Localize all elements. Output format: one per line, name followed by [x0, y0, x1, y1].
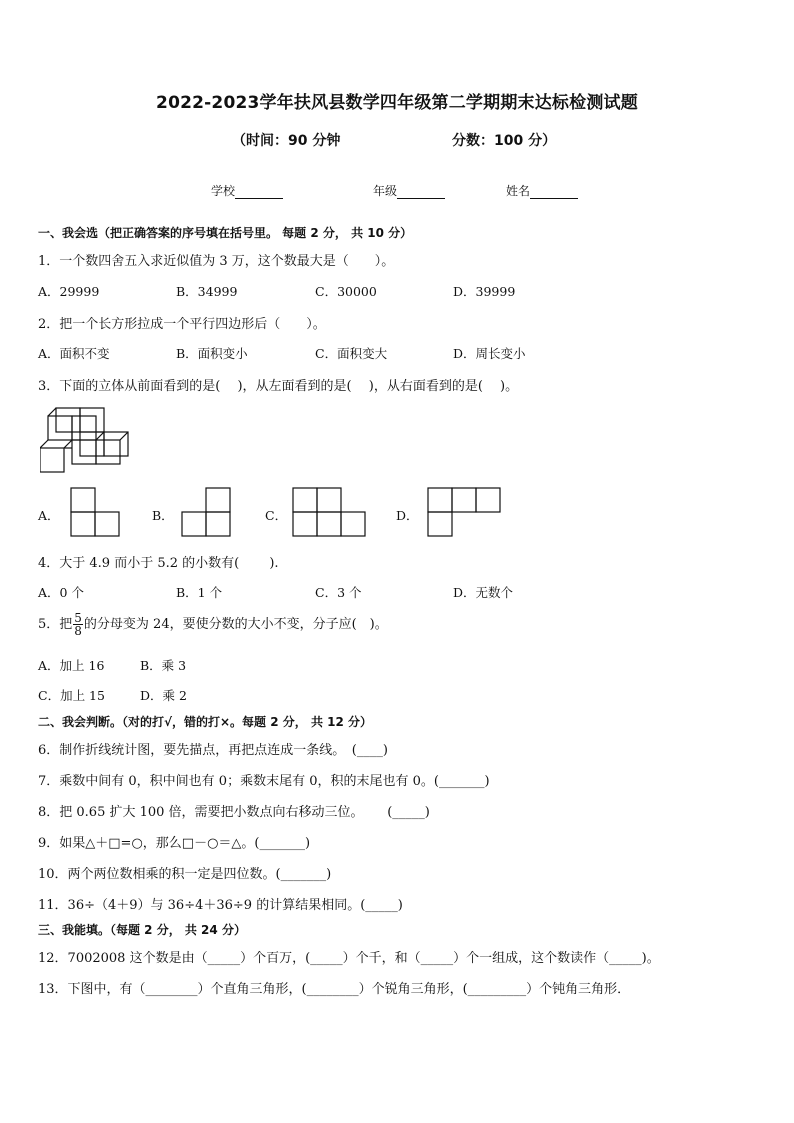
q5-prefix: 5．把 — [38, 617, 73, 632]
question-4: 4．大于 4.9 而小于 5.2 的小数有( ). — [38, 556, 279, 571]
q4-option-a: A．0 个 — [38, 585, 84, 600]
q4-option-c: C．3 个 — [315, 585, 362, 600]
section3-heading: 三、我能填。（每题 2 分， 共 24 分） — [38, 923, 246, 937]
judge-item-8: 8．把 0.65 扩大 100 倍，需要把小数点向右移动三位。 (_____) — [38, 805, 430, 820]
q3-view-b — [181, 487, 231, 537]
q2-option-a: A．面积不变 — [38, 346, 110, 361]
fraction-denominator: 8 — [74, 624, 82, 638]
school-label: 学校 — [211, 184, 236, 198]
time-info: （时间：90 分钟 — [232, 133, 341, 149]
judge-item-7: 7．乘数中间有 0，积中间也有 0；乘数末尾有 0，积的末尾也有 0。(_______) — [38, 774, 490, 789]
q5-option-b: B．乘 3 — [140, 658, 187, 673]
grade-field[interactable] — [373, 182, 445, 199]
judge-item-6: 6．制作折线统计图，要先描点，再把点连成一条线。 (____) — [38, 743, 388, 758]
q2-option-c: C．面积变大 — [315, 346, 388, 361]
fill-item-13: 13．下图中，有（________）个直角三角形，(________）个锐角三角形，(_________）个钝角三角形． — [38, 982, 631, 997]
q4-option-b: B．1 个 — [176, 585, 223, 600]
q1-option-a: A．29999 — [38, 284, 100, 299]
school-field[interactable] — [211, 182, 283, 199]
q3-view-a — [70, 487, 120, 537]
question-5 — [38, 612, 388, 637]
q3-option-d: D． — [396, 508, 419, 523]
fraction-5-8 — [73, 612, 83, 637]
cube-stack-figure — [40, 405, 135, 475]
question-2: 2．把一个长方形拉成一个平行四边形后（ ）。 — [38, 317, 326, 332]
question-3: 3．下面的立体从前面看到的是( )，从左面看到的是( )，从右面看到的是( )。 — [38, 379, 519, 394]
section1-heading: 一、我会选（把正确答案的序号填在括号里。 每题 2 分， 共 10 分） — [38, 226, 413, 240]
q1-option-c: C．30000 — [315, 284, 377, 299]
q5-option-c: C．加上 15 — [38, 688, 105, 703]
q5-option-a: A．加上 16 — [38, 658, 105, 673]
score-info: 分数：100 分） — [452, 133, 557, 149]
name-field[interactable] — [506, 182, 578, 199]
judge-item-11: 11．36÷（4＋9）与 36÷4＋36÷9 的计算结果相同。(_____) — [38, 898, 403, 913]
q2-option-d: D．周长变小 — [453, 346, 526, 361]
name-label: 姓名 — [506, 184, 531, 198]
judge-item-10: 10．两个两位数相乘的积一定是四位数。(_______) — [38, 867, 332, 882]
grade-label: 年级 — [373, 184, 398, 198]
q3-option-b: B． — [152, 508, 174, 523]
question-1: 1．一个数四舍五入求近似值为 3 万，这个数最大是（ ）。 — [38, 254, 395, 269]
q3-option-a: A． — [38, 508, 60, 523]
section2-heading: 二、我会判断。（对的打√，错的打×。每题 2 分， 共 12 分） — [38, 715, 372, 729]
q1-option-d: D．39999 — [453, 284, 516, 299]
q3-option-c: C． — [265, 508, 288, 523]
q2-option-b: B．面积变小 — [176, 346, 248, 361]
judge-item-9: 9．如果△＋□=○，那么□－○＝△。(_______) — [38, 836, 311, 851]
page-title: 2022-2023学年扶风县数学四年级第二学期期末达标检测试题 — [156, 93, 638, 113]
q3-view-d — [427, 487, 501, 537]
fill-item-12: 12．7002008 这个数是由（_____）个百万，(_____）个千，和（_____）个一组成，这个数读作（_____)。 — [38, 951, 660, 966]
q3-view-c — [292, 487, 366, 537]
q4-option-d: D．无数个 — [453, 585, 514, 600]
fraction-numerator: 5 — [74, 611, 82, 625]
q1-option-b: B．34999 — [176, 284, 238, 299]
q5-suffix: 的分母变为 24，要使分数的大小不变，分子应( )。 — [83, 617, 388, 632]
q5-option-d: D．乘 2 — [140, 688, 187, 703]
